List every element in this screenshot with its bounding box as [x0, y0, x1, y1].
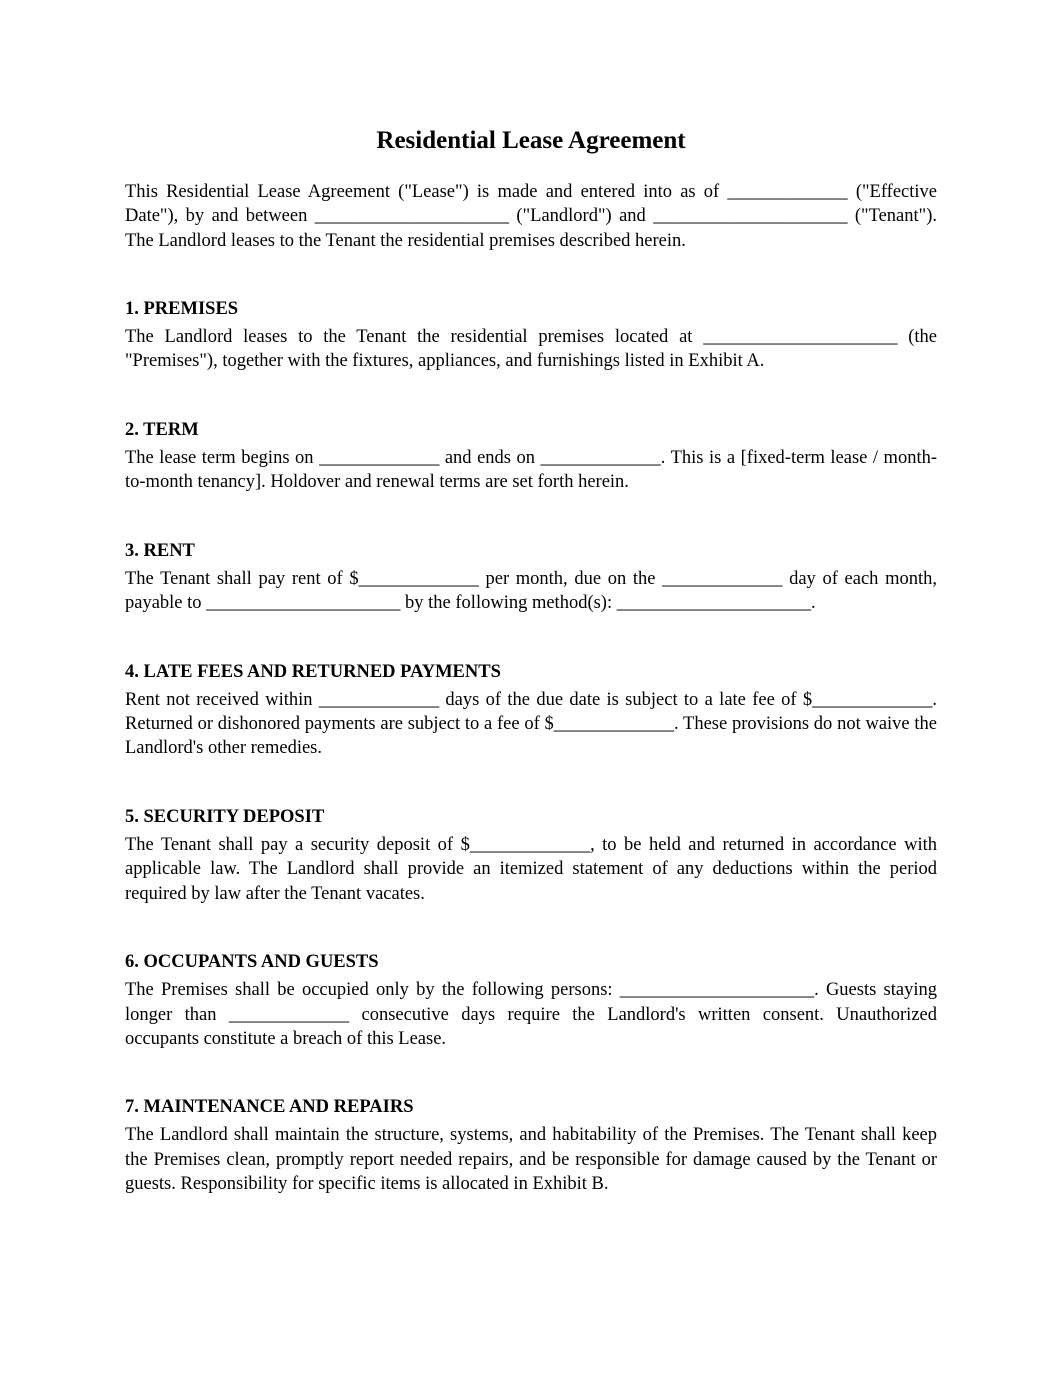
section-occupants	[125, 950, 942, 1051]
section-heading: 2. TERM	[125, 419, 199, 440]
section-heading: 7. MAINTENANCE AND REPAIRS	[125, 1097, 414, 1118]
section-body: The Tenant shall pay rent of $_____________ per month, due on the _____________ day of each month, payable to _____________________ by the following method(s): _____________________.	[125, 568, 942, 614]
section-maintenance	[125, 1095, 942, 1196]
section-heading: 6. OCCUPANTS AND GUESTS	[125, 951, 379, 972]
section-late-fees	[125, 660, 942, 761]
section-body: The Premises shall be occupied only by the following persons: _____________________. Guests staying longer than _____________ consecutive days require the Landlord's written consent. Unauthorized occupants constitute a breach of this Lease.	[125, 980, 942, 1049]
section-heading: 4. LATE FEES AND RETURNED PAYMENTS	[125, 661, 501, 682]
section-premises	[125, 297, 942, 374]
document-title: Residential Lease Agreement	[376, 127, 686, 154]
section-body: The Landlord leases to the Tenant the residential premises located at _____________________ (the "Premises"), together with the fixtures, appliances, and furnishings listed in Exhibit A.	[125, 327, 942, 372]
section-security-deposit	[125, 805, 942, 906]
document-page	[125, 124, 942, 1240]
section-term	[125, 418, 937, 495]
section-heading: 5. SECURITY DEPOSIT	[125, 806, 325, 827]
section-body: The Landlord shall maintain the structure, systems, and habitability of the Premises. The Tenant shall keep the Premises clean, promptly report needed repairs, and be responsible for damage caused by the Tenant or guests. Responsibility for specific items is allocated in Exhibit B.	[125, 1125, 942, 1195]
section-body: The Tenant shall pay a security deposit of $_____________, to be held and returned in accordance with applicable law. The Landlord shall provide an itemized statement of any deductions within the period required by law after the Tenant vacates.	[125, 835, 942, 904]
section-body: The lease term begins on _____________ and ends on _____________. This is a [fixed-term lease / month-to-month tenancy]. Holdover and renewal terms are set forth herein.	[125, 448, 937, 493]
section-body: Rent not received within _____________ days of the due date is subject to a late fee of $_____________. Returned or dishonored payments are subject to a fee of $_____________. These provisions do not waive the Landlord's other remedies.	[125, 689, 942, 759]
intro-paragraph: This Residential Lease Agreement ("Lease") is made and entered into as of _____________ ("Effective Date"), by and between _____________________ ("Landlord") and _____________________ ("Tenant"). The Landlord leases to the Tenant the residential premises described herein.	[125, 182, 942, 251]
section-rent	[125, 539, 942, 616]
section-heading: 3. RENT	[125, 540, 195, 561]
section-heading: 1. PREMISES	[125, 298, 239, 319]
